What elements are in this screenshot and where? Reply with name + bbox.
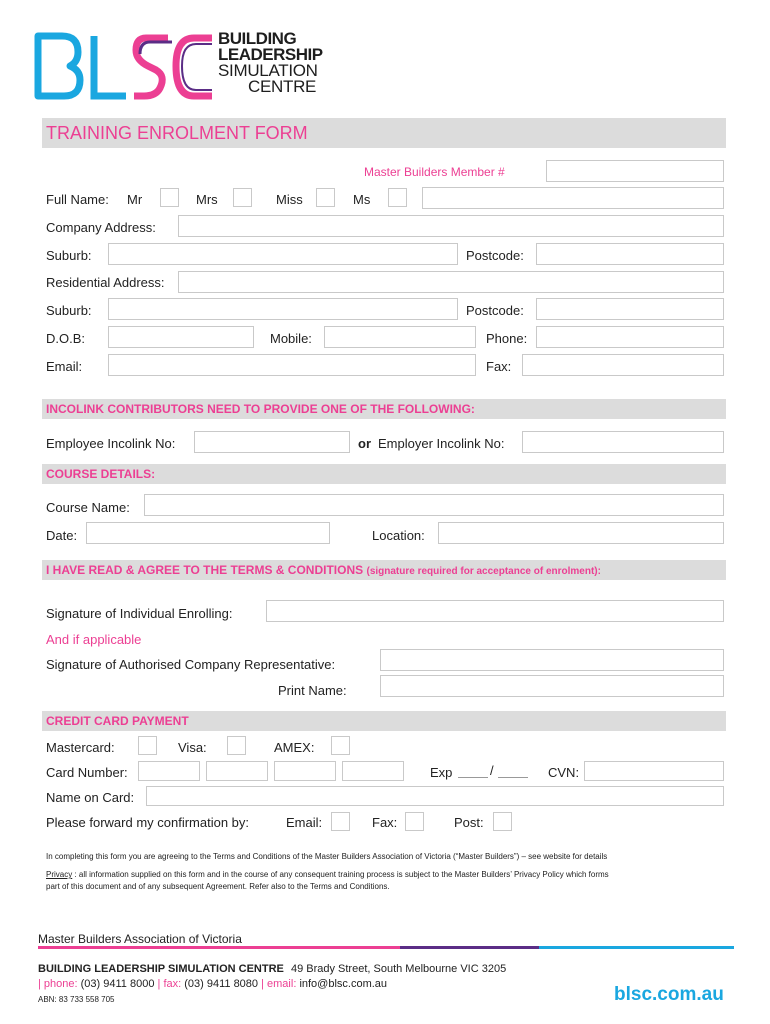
footer-sep-2: | (157, 978, 161, 990)
card-number-label: Card Number: (46, 765, 128, 780)
mastercard-checkbox[interactable] (138, 736, 157, 755)
logo-line-leadership: LEADERSHIP (218, 45, 323, 64)
cvn-label: CVN: (548, 765, 580, 780)
mobile-input[interactable] (324, 326, 476, 348)
company-address-label: Company Address: (46, 220, 156, 235)
card-number-block-1[interactable] (138, 761, 200, 781)
postcode-input[interactable] (536, 243, 724, 265)
footer-address: 49 Brady Street, South Melbourne VIC 3205 (290, 963, 507, 975)
suburb-label: Suburb: (46, 248, 92, 263)
visa-checkbox[interactable] (227, 736, 246, 755)
blsc-logo (34, 30, 334, 102)
footer-contact-line (38, 978, 387, 990)
footer-phone: (03) 9411 8000 (80, 978, 155, 990)
terms-heading (46, 563, 601, 577)
card-number-block-4[interactable] (342, 761, 404, 781)
member-number-input[interactable] (546, 160, 724, 182)
footer-phone-label: phone: (43, 978, 78, 990)
suburb2-label: Suburb: (46, 303, 92, 318)
visa-label: Visa: (178, 740, 207, 755)
disclaimer-line-2 (46, 869, 726, 881)
course-heading: COURSE DETAILS: (46, 467, 156, 481)
confirm-label: Please forward my confirmation by: (46, 815, 250, 830)
exp-month-input[interactable] (458, 764, 488, 778)
full-name-label: Full Name: (46, 192, 109, 207)
postcode-label: Postcode: (466, 248, 524, 263)
email-label: Email: (46, 359, 83, 374)
cvn-input[interactable] (584, 761, 724, 781)
disclaimer-line-3: part of this document and of any subsequent Agreement. Refer also to the Terms and Conditions. (46, 882, 390, 891)
payment-band (42, 711, 726, 731)
footer-org: BUILDING LEADERSHIP SIMULATION CENTRE (38, 963, 284, 975)
exp-separator: / (490, 763, 494, 778)
course-name-label: Course Name: (46, 500, 130, 515)
employer-incolink-label: Employer Incolink No: (378, 436, 505, 451)
suburb-input[interactable] (108, 243, 458, 265)
confirm-fax-label: Fax: (372, 815, 398, 830)
confirm-fax-checkbox[interactable] (405, 812, 424, 831)
course-date-label: Date: (46, 528, 78, 543)
footer-email-label: email: (267, 978, 297, 990)
footer-abn: ABN: 83 733 558 705 (38, 995, 115, 1004)
privacy-label: Privacy (46, 870, 73, 879)
dob-label: D.O.B: (46, 331, 86, 346)
disclaimer-privacy-text: : all information supplied on this form and in the course of any consequent training process is subject to the Master Builders’ Privacy Policy which forms (74, 870, 609, 879)
logo-line-building: BUILDING (218, 29, 297, 48)
disclaimer (46, 851, 726, 893)
course-date-input[interactable] (86, 522, 330, 544)
footer-assoc: Master Builders Association of Victoria (38, 932, 242, 946)
sig-company-input[interactable] (380, 649, 724, 671)
if-applicable-label: And if applicable (46, 632, 142, 647)
logo-text (218, 31, 323, 95)
terms-heading-text: I HAVE READ & AGREE TO THE TERMS & CONDITIONS (46, 563, 364, 577)
exp-year-input[interactable] (498, 764, 528, 778)
footer-fax: (03) 9411 8080 (184, 978, 259, 990)
payment-heading: CREDIT CARD PAYMENT (46, 714, 189, 728)
print-name-label: Print Name: (278, 683, 347, 698)
employee-incolink-input[interactable] (194, 431, 350, 453)
logo-line-centre: CENTRE (248, 77, 317, 96)
terms-heading-note: (signature required for acceptance of enrolment): (366, 566, 601, 577)
confirm-email-checkbox[interactable] (331, 812, 350, 831)
card-number-block-3[interactable] (274, 761, 336, 781)
card-number-block-2[interactable] (206, 761, 268, 781)
course-name-input[interactable] (144, 494, 724, 516)
company-address-input[interactable] (178, 215, 724, 237)
footer-divider (38, 946, 734, 949)
residential-address-input[interactable] (178, 271, 724, 293)
mrs-checkbox[interactable] (233, 188, 252, 207)
member-label: Master Builders Member # (364, 165, 505, 179)
miss-label: Miss (276, 192, 303, 207)
fax-label: Fax: (486, 359, 512, 374)
course-band (42, 464, 726, 484)
email-input[interactable] (108, 354, 476, 376)
phone-input[interactable] (536, 326, 724, 348)
confirm-post-checkbox[interactable] (493, 812, 512, 831)
or-label: or (358, 436, 371, 451)
footer-fax-label: fax: (163, 978, 182, 990)
form-title: TRAINING ENROLMENT FORM (46, 123, 308, 143)
disclaimer-line-1: In completing this form you are agreeing to the Terms and Conditions of the Master Builders Association of Victoria (“Master Builders”) – see website for details (46, 852, 608, 861)
location-label: Location: (372, 528, 425, 543)
footer-website[interactable]: blsc.com.au (614, 984, 724, 1005)
location-input[interactable] (438, 522, 724, 544)
sig-individual-input[interactable] (266, 600, 724, 622)
footer-org-line (38, 963, 506, 975)
name-on-card-input[interactable] (146, 786, 724, 806)
incolink-heading: INCOLINK CONTRIBUTORS NEED TO PROVIDE ONE OF THE FOLLOWING: (46, 402, 475, 416)
mrs-label: Mrs (196, 192, 218, 207)
phone-label: Phone: (486, 331, 528, 346)
incolink-band (42, 399, 726, 419)
sig-individual-label: Signature of Individual Enrolling: (46, 606, 233, 621)
mobile-label: Mobile: (270, 331, 312, 346)
confirm-email-label: Email: (286, 815, 323, 830)
exp-label: Exp (430, 765, 453, 780)
amex-checkbox[interactable] (331, 736, 350, 755)
full-name-input[interactable] (422, 187, 724, 209)
employer-incolink-input[interactable] (522, 431, 724, 453)
name-on-card-label: Name on Card: (46, 790, 135, 805)
print-name-input[interactable] (380, 675, 724, 697)
terms-band (42, 560, 726, 580)
blsc-logo-mark (34, 30, 214, 102)
postcode2-input[interactable] (536, 298, 724, 320)
logo-line-simulation: SIMULATION (218, 61, 318, 80)
mr-label: Mr (127, 192, 143, 207)
footer-sep-3: | (261, 978, 264, 990)
sig-company-label: Signature of Authorised Company Representative: (46, 657, 336, 672)
footer-email[interactable]: info@blsc.com.au (299, 978, 388, 990)
miss-checkbox[interactable] (316, 188, 335, 207)
suburb2-input[interactable] (108, 298, 458, 320)
employee-incolink-label: Employee Incolink No: (46, 436, 176, 451)
form-title-band (42, 118, 726, 148)
dob-input[interactable] (108, 326, 254, 348)
amex-label: AMEX: (274, 740, 315, 755)
fax-input[interactable] (522, 354, 724, 376)
ms-checkbox[interactable] (388, 188, 407, 207)
mastercard-label: Mastercard: (46, 740, 115, 755)
postcode2-label: Postcode: (466, 303, 524, 318)
ms-label: Ms (353, 192, 371, 207)
mr-checkbox[interactable] (160, 188, 179, 207)
footer-sep-1: | (38, 978, 41, 990)
residential-address-label: Residential Address: (46, 275, 165, 290)
confirm-post-label: Post: (454, 815, 484, 830)
